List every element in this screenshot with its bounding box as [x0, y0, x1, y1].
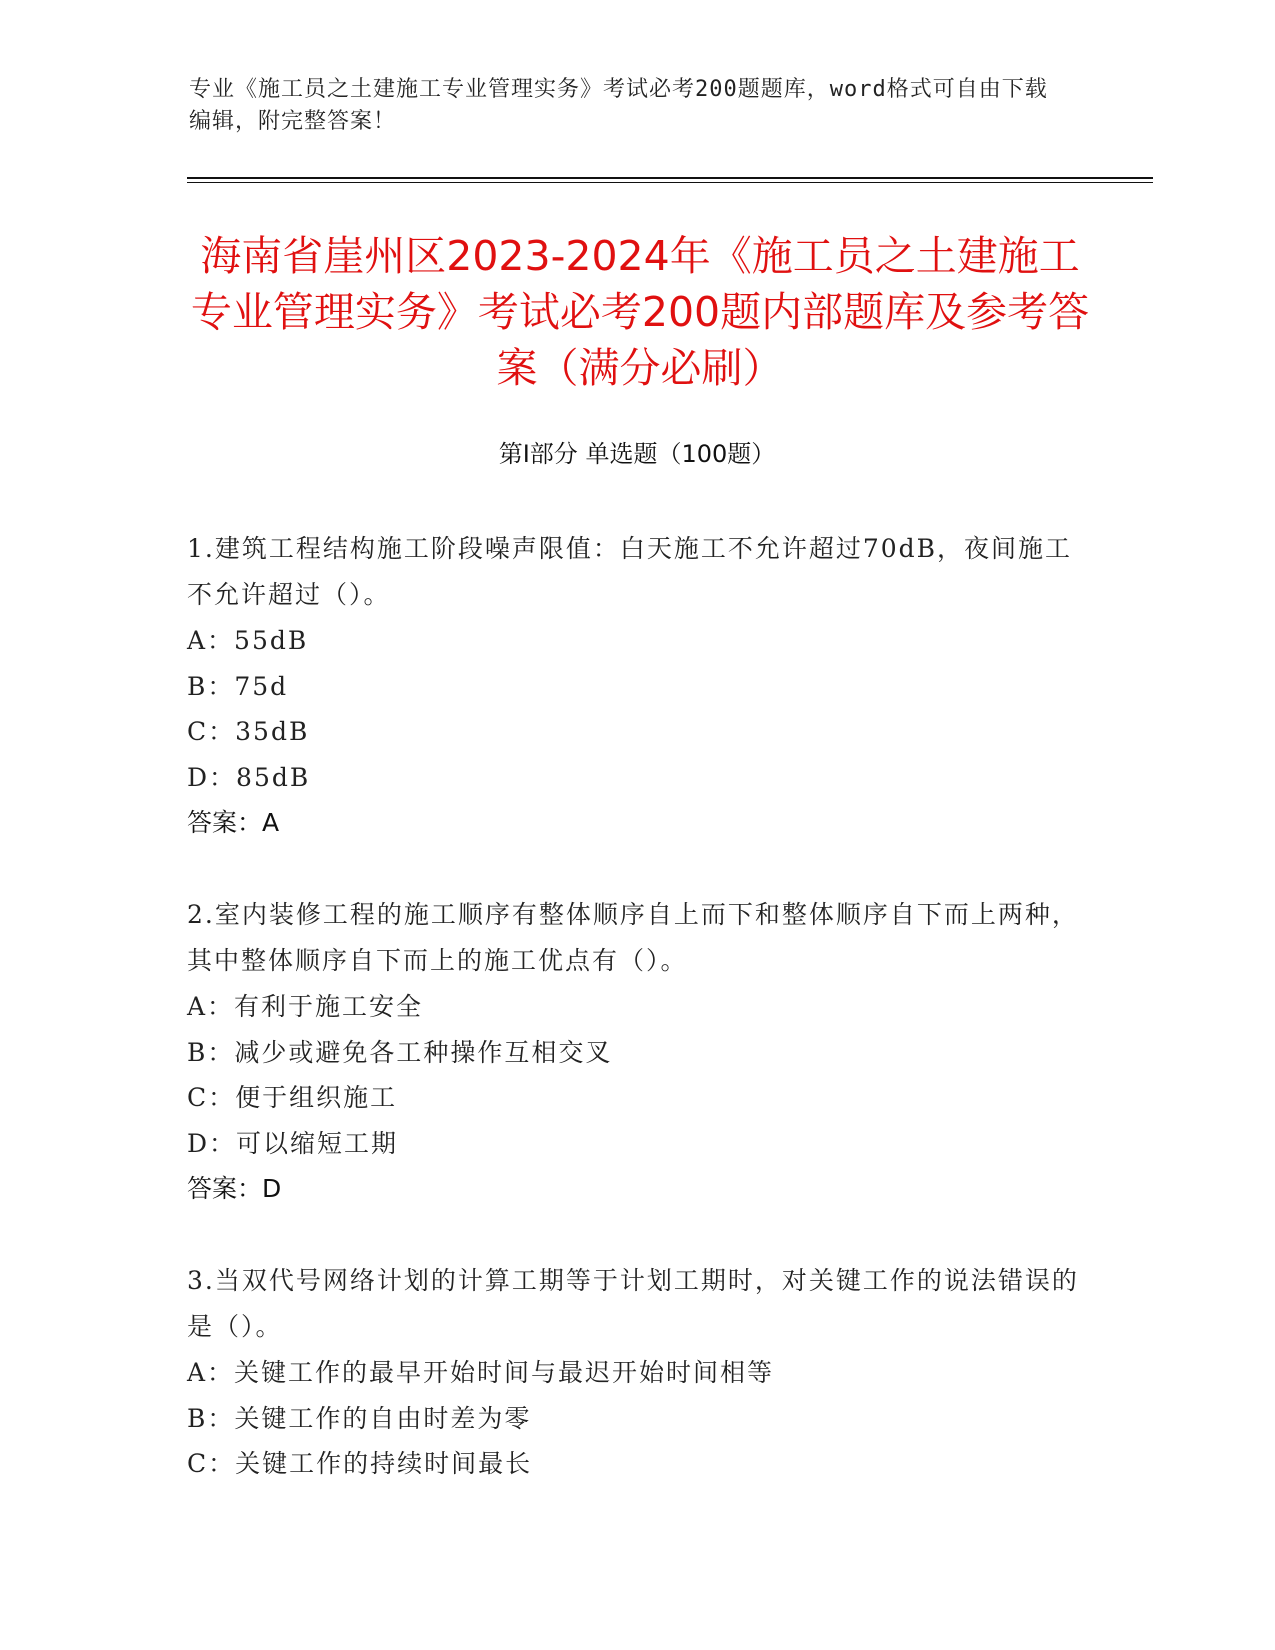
option-c: C：关键工作的持续时间最长	[187, 1449, 533, 1478]
question-2	[187, 892, 1087, 1212]
question-stem: 2.室内装修工程的施工顺序有整体顺序自上而下和整体顺序自下而上两种，其中整体顺序自下而上的施工优点有（）。	[187, 900, 1079, 975]
document-title: 海南省崖州区2023-2024年《施工员之土建施工专业管理实务》考试必考200题内部题库及参考答案（满分必刷）	[190, 232, 1090, 392]
question-1	[187, 526, 1087, 846]
question-list	[187, 526, 1087, 1533]
option-b: B：关键工作的自由时差为零	[187, 1403, 532, 1433]
option-b: B：75d	[187, 671, 289, 701]
option-c: C：便于组织施工	[187, 1083, 398, 1112]
option-a: A：关键工作的最早开始时间与最迟开始时间相等	[187, 1358, 775, 1387]
header-divider-thick	[187, 177, 1153, 179]
section-heading: 第Ⅰ部分 单选题（100题）	[498, 440, 776, 468]
option-c: C：35dB	[187, 717, 310, 746]
option-b: B：减少或避免各工种操作互相交叉	[187, 1037, 613, 1067]
answer: 答案：A	[187, 808, 280, 837]
option-d: D：85dB	[187, 762, 311, 792]
header-note: 专业《施工员之土建施工专业管理实务》考试必考200题题库，word格式可自由下载编辑，附完整答案！	[189, 77, 1048, 134]
option-d: D：可以缩短工期	[187, 1128, 399, 1158]
question-stem: 3.当双代号网络计划的计算工期等于计划工期时，对关键工作的说法错误的是（）。	[187, 1266, 1079, 1341]
option-a: A：有利于施工安全	[187, 992, 424, 1021]
answer: 答案：D	[187, 1174, 282, 1203]
option-a: A：55dB	[187, 626, 309, 655]
question-3	[187, 1258, 1087, 1487]
header-divider-thin	[187, 182, 1153, 183]
question-stem: 1.建筑工程结构施工阶段噪声限值：白天施工不允许超过70dB，夜间施工不允许超过（）。	[187, 534, 1073, 609]
